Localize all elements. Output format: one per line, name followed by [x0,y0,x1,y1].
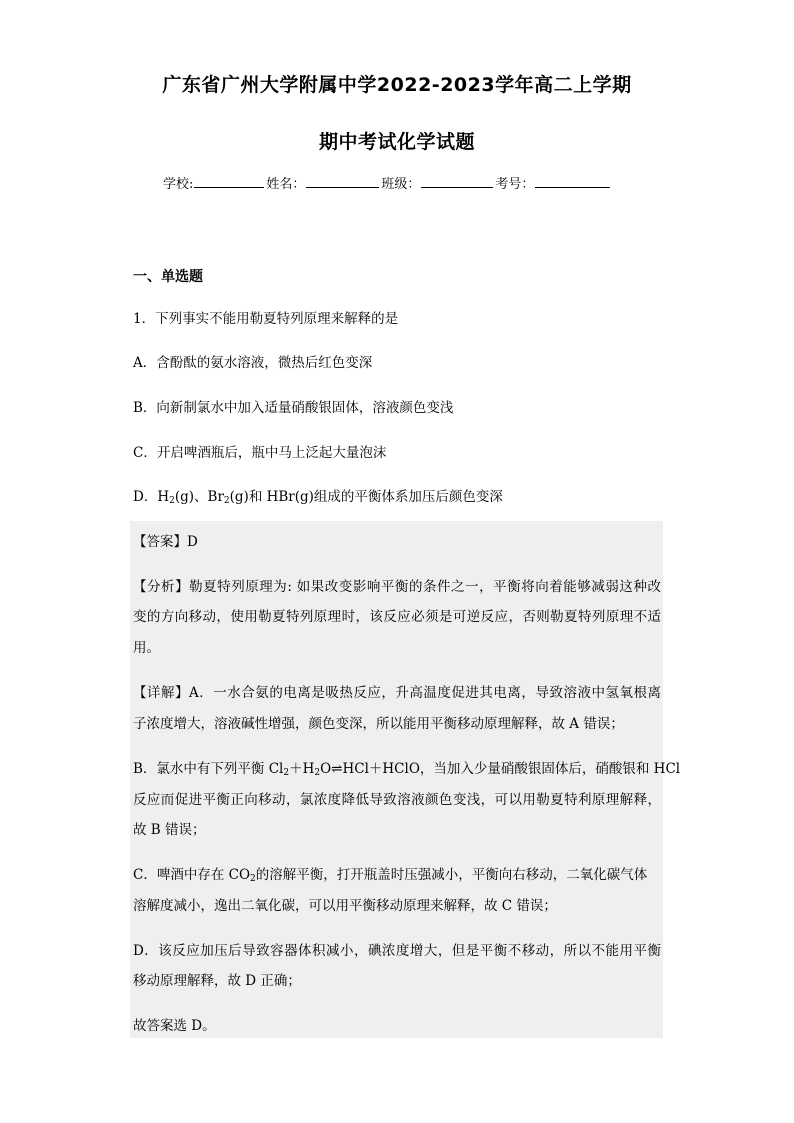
exam-no-label: 考号： [495,177,535,192]
class-label: 班级： [381,177,421,192]
detail-c-line-1 [133,863,661,883]
title-line-1: 广东省广州大学附属中学2022-2023学年高二上学期 [162,74,632,96]
answer-panel [130,521,663,1038]
title-line-2: 期中考试化学试题 [318,131,475,153]
conclusion-line: 故答案选 D。 [133,1018,216,1034]
detail-b-line-1 [133,757,681,778]
option-a: A．含酚酞的氨水溶液，微热后红色变深 [133,355,373,371]
detail-b-part-1: B．氯水中有下列平衡 Cl [133,761,284,777]
detail-d-line-2: 移动原理解释，故 D 正确； [133,973,301,989]
school-blank[interactable] [194,174,264,188]
detail-b-part-3: O⇌HCl＋HClO，当加入少量硝酸银固体后，硝酸银和 HCl [320,761,681,777]
option-d-mid2: (g)和 HBr(g)组成的平衡体系加压后颜色变深 [229,489,503,505]
exam-no-blank[interactable] [535,174,610,188]
option-d-prefix: D．H [133,489,170,505]
detail-a-line-1: 【详解】A．一水合氨的电离是吸热反应，升高温度促进其电离，导致溶液中氢氧根离 [133,685,661,701]
option-d [133,485,503,505]
detail-b-part-2: ＋H [289,761,315,777]
option-c: C．开启啤酒瓶后，瓶中马上泛起大量泡沫 [133,445,387,461]
detail-c-part-2: 的溶解平衡，打开瓶盖时压强减小，平衡向右移动，二氧化碳气体 [255,867,648,883]
class-blank[interactable] [421,174,493,188]
subscript: 2 [283,768,290,778]
answer-line: 【答案】D [133,534,198,550]
student-info-row [163,173,612,192]
section-title: 一、单选题 [133,269,203,285]
detail-b-line-2: 反应而促进平衡正向移动，氯浓度降低导致溶液颜色变浅，可以用勒夏特利原理解释， [133,792,661,808]
detail-c-line-2: 溶解度减小，逸出二氧化碳，可以用平衡移动原理来解释，故 C 错误； [133,898,557,914]
name-blank[interactable] [306,174,379,188]
name-label: 姓名： [266,177,306,192]
option-d-mid1: (g)、Br [174,489,224,505]
question-stem: 1．下列事实不能用勒夏特列原理来解释的是 [133,311,399,327]
subscript: 2 [314,768,321,778]
subscript: 2 [169,496,175,506]
detail-a-line-2: 子浓度增大，溶液碱性增强，颜色变深，所以能用平衡移动原理解释，故 A 错误； [133,716,624,732]
analysis-line-2: 变的方向移动，使用勒夏特列原理时，该反应必须是可逆反应，否则勒夏特列原理不适 [133,609,661,625]
subscript: 2 [250,874,256,884]
detail-d-line-1: D．该反应加压后导致容器体积减小，碘浓度增大，但是平衡不移动，所以不能用平衡 [133,943,661,959]
option-b: B．向新制氯水中加入适量硝酸银固体，溶液颜色变浅 [133,400,454,416]
analysis-line-1: 【分析】勒夏特列原理为: 如果改变影响平衡的条件之一，平衡将向着能够减弱这种改 [133,579,661,595]
subscript: 2 [223,496,230,506]
detail-b-line-3: 故 B 错误； [133,822,206,838]
detail-c-part-1: C．啤酒中存在 CO [133,867,251,883]
analysis-line-3: 用。 [133,640,160,656]
school-label: 学校: [163,177,194,192]
